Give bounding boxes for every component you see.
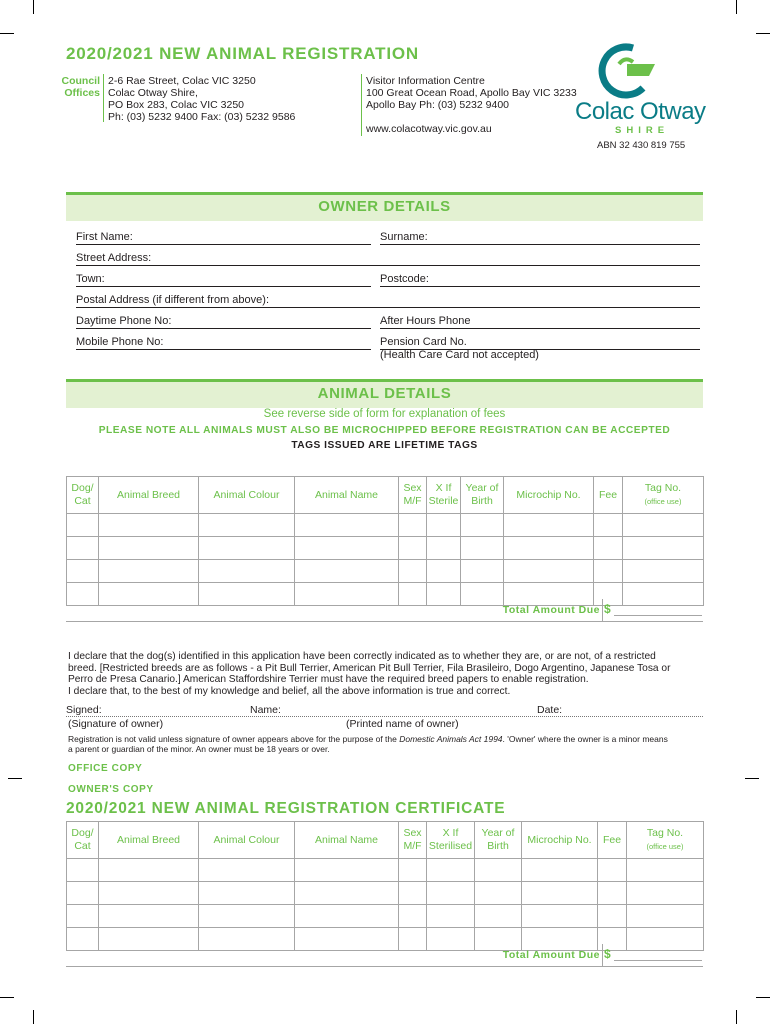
microchip-notice: PLEASE NOTE ALL ANIMALS MUST ALSO BE MICROCHIPPED BEFORE REGISTRATION CAN BE ACCEPTED [98,425,671,436]
col-microchip: Microchip No. [504,477,594,514]
crop-mark [0,33,14,34]
col-sex: Sex M/F [399,477,427,514]
col-animal-name: Animal Name [295,477,399,514]
signature-line[interactable] [66,716,703,717]
office-copy-label: OFFICE COPY [68,763,143,774]
council-offices-label: Council Offices [61,75,100,99]
col-animal-breed: Animal Breed [99,477,199,514]
crop-mark [736,1010,737,1024]
shire-logo [575,42,710,152]
total-label: Total Amount Due [502,604,600,616]
crop-mark [0,997,14,998]
col-dog-cat: Dog/ Cat [67,822,99,859]
visitor-centre-address: Visitor Information Centre 100 Great Ocean Road, Apollo Bay VIC 3233 Apollo Bay Ph: (03) 5232 9400 www.colacotway.vic.gov.au [366,75,577,135]
table-row[interactable] [67,537,704,560]
date-label: Date: [537,704,563,716]
town-field[interactable]: Town: [76,272,371,287]
divider [361,74,362,136]
col-sex: Sex M/F [399,822,427,859]
form-title: 2020/2021 NEW ANIMAL REGISTRATION [66,44,419,63]
crop-mark [8,778,22,779]
first-name-field[interactable]: First Name: [76,230,371,245]
logo-sub: SHIRE [615,125,670,136]
crop-mark [756,997,770,998]
certificate-title: 2020/2021 NEW ANIMAL REGISTRATION CERTIFICATE [66,800,506,817]
daytime-phone-field[interactable]: Daytime Phone No: [76,314,371,329]
table-row[interactable] [67,560,704,583]
after-hours-phone-field[interactable]: After Hours Phone [380,314,700,329]
table-row[interactable] [67,859,704,882]
surname-field[interactable]: Surname: [380,230,700,245]
certificate-table [66,821,704,951]
website-link[interactable]: www.colacotway.vic.gov.au [366,123,492,135]
table-row[interactable] [67,514,704,537]
animal-section-title: ANIMAL DETAILS [317,385,452,402]
col-dog-cat: Dog/ Cat [67,477,99,514]
logo-name: Colac Otway [575,98,706,125]
crop-mark [33,1010,34,1024]
divider [602,944,603,966]
col-animal-colour: Animal Colour [199,477,295,514]
postcode-field[interactable]: Postcode: [380,272,700,287]
owners-copy-label: OWNER'S COPY [68,784,154,795]
col-year-of-birth: Year of Birth [461,477,504,514]
crop-mark [33,0,34,14]
tags-notice: TAGS ISSUED ARE LIFETIME TAGS [291,440,478,451]
office-address: 2-6 Rae Street, Colac VIC 3250 Colac Otway Shire, PO Box 283, Colac VIC 3250 Ph: (03) 5232 9400 Fax: (03) 5232 9586 [108,75,296,123]
table-row[interactable] [67,882,704,905]
col-sterile: X If Sterile [427,477,461,514]
pension-card-field[interactable]: Pension Card No. [380,335,700,350]
fees-note: See reverse side of form for explanation of fees [263,408,506,420]
street-address-field[interactable]: Street Address: [76,251,700,266]
signature-owner-label: (Signature of owner) [68,718,164,730]
col-tag-no: Tag No. (office use) [627,822,704,859]
col-animal-breed: Animal Breed [99,822,199,859]
col-fee: Fee [594,477,623,514]
crop-mark [736,0,737,14]
total-label: Total Amount Due [502,949,600,961]
abn: ABN 32 430 819 755 [597,140,686,151]
col-sterilised: X If Sterilised [427,822,475,859]
col-microchip: Microchip No. [522,822,598,859]
total-amount-field[interactable] [614,615,702,616]
validity-note: Registration is not valid unless signature of owner appears above for the purpose of the Domestic Animals Act 1994. 'Owner' where the owner is a minor means a parent or guardian of the minor. An owner must be 18 years or over. [68,734,668,754]
crop-mark [745,778,759,779]
col-year-of-birth: Year of Birth [475,822,522,859]
name-label: Name: [250,704,281,716]
mobile-phone-field[interactable]: Mobile Phone No: [76,335,371,350]
divider [602,599,603,621]
table-row[interactable] [67,905,704,928]
postal-address-field[interactable]: Postal Address (if different from above): [76,293,700,308]
total-amount-field[interactable] [614,960,702,961]
col-fee: Fee [598,822,627,859]
pension-card-note: (Health Care Card not accepted) [380,349,539,361]
declaration-text: I declare that the dog(s) identified in this application have been correctly indicated as to whether they are, or are not, of a restricted breed. [Restricted breeds are as follows - a Pit Bull Terrier, American Pit Bull Terrier, Fila Brasileiro, Dogo Argentino, Japanese Tosa or Perro de Presa Canario.] American Staffordshire Terrier must have the required breed papers to enable registration. I declare that, to the best of my knowledge and belief, all the above information is true and correct. [68,651,671,697]
crop-mark [756,33,770,34]
owner-section-title: OWNER DETAILS [318,198,451,215]
signed-label: Signed: [66,704,102,716]
col-animal-colour: Animal Colour [199,822,295,859]
total-currency: $ [604,602,611,616]
animal-table [66,476,704,606]
total-currency: $ [604,947,611,961]
logo-mark-icon [575,42,710,102]
table-header-row [67,477,704,514]
printed-name-label: (Printed name of owner) [346,718,459,730]
table-header-row [67,822,704,859]
col-animal-name: Animal Name [295,822,399,859]
divider [103,74,104,122]
col-tag-no: Tag No. (office use) [623,477,704,514]
